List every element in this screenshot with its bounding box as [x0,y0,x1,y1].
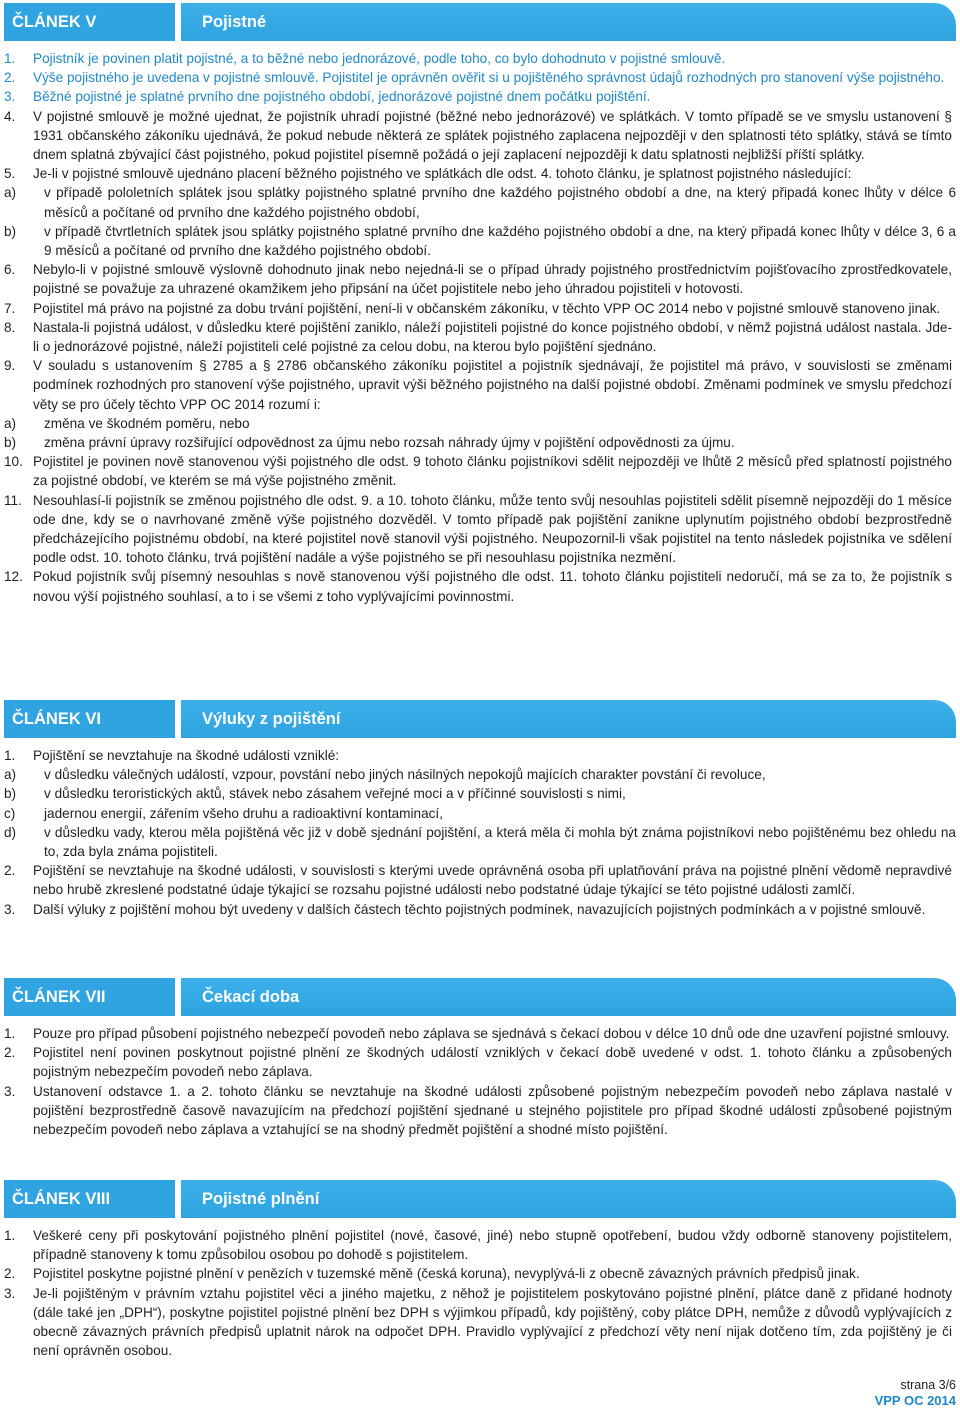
sub-item-text: změna právní úpravy rozšiřující odpovědnost za újmu nebo rozsah náhrady újmy v pojištění odpovědnosti za újmu. [44,435,735,451]
paragraph-text: Pojištění se nevztahuje na škodné události, v souvislosti s kterými uvede oprávněná osoba při uplatňování práva na pojistné plnění vědomě nepravdivé nebo hrubě zkreslené podstatné údaje týkající se rozsahu pojistné události nebo podstatné údaje týkající se této pojistné události zamlčí. [33,863,952,898]
paragraph-item [4,1226,956,1264]
sub-item-letter: b) [4,435,17,451]
paragraph-item [4,49,956,68]
paragraph-list [4,746,956,919]
paragraph-item [4,1024,956,1043]
article-header [4,3,956,41]
paragraph-item [4,1264,956,1283]
sub-item [4,765,956,784]
paragraph-item [4,746,956,861]
paragraph-list [4,1024,956,1139]
sub-item-letter: c) [4,805,16,821]
paragraph-item [4,452,956,490]
paragraph-item [4,164,956,260]
article-section [4,978,956,1139]
paragraph-item [4,567,956,605]
paragraph-text: Ustanovení odstavce 1. a 2. tohoto článku se nevztahuje na škodné události způsobené pojistným nebezpečím povodeň nebo záplava nastalé v pojištění bezprostředně časově navazujícím na předchozí pojištění sjednané u stejného pojistitele pro případ škodné události způsobené pojistným nebezpečím povodeň nebo záplava a vztahující se na shodný předmět pojištění a shodné místo pojištění. [33,1083,952,1138]
paragraph-list [4,49,956,606]
paragraph-number: 6. [4,262,16,278]
article-header [4,700,956,738]
paragraph-number: 1. [4,1026,16,1041]
sub-item-letter: b) [4,223,17,239]
paragraph-number: 2. [4,1045,16,1061]
paragraph-number: 1. [4,1228,16,1243]
paragraph-text: Nastala-li pojistná událost, v důsledku které pojištění zaniklo, náleží pojistiteli pojistné do konce pojistného období, v němž pojistná událost nastala. Jde-li o jednorázové pojistné, náleží pojistiteli celé pojistné za celou dobu, na kterou bylo pojištění sjednáno. [33,319,952,355]
paragraph-item [4,68,956,87]
sub-item-text: v důsledku vady, kterou měla pojištěná věc již v době sjednání pojištění, a která měla či mohla být známa pojistníkovi nebo pojištěnému bez ohledu na to, zda byla známa pojistiteli. [44,824,956,860]
sub-item-letter: a) [4,767,17,783]
paragraph-text: Nesouhlasí-li pojistník se změnou pojistného dle odst. 9. a 10. tohoto článku, může tento svůj nesouhlas pojistiteli sdělit písemně nejpozději do 1 měsíce ode dne, kdy se o navrhované změně výše pojistného dozvěděl. V tomto případě pak pojištění zanikne uplynutím pojistného období bezprostředně předcházejícího pojistnému období, na které pojistitel nově stanovil výši pojistného. Neupozornil-li však pojistitel na tento následek pojistníka ve sdělení podle odst. 10. tohoto článku, trvá pojištění nadále a výše pojistného se při nesouhlasu pojistníka nezmění. [33,492,952,566]
sub-item [4,183,956,221]
article-header [4,1180,956,1218]
sub-item [4,414,956,433]
sub-item [4,823,956,861]
paragraph-number: 12. [4,569,23,585]
paragraph-number: 9. [4,358,16,374]
paragraph-text: Běžné pojistné je splatné prvního dne pojistného období, jednorázové pojistné dnem počátku pojištění. [33,89,651,105]
article-title: Pojistné plnění [181,1180,956,1218]
paragraph-text: Další výluky z pojištění mohou být uvedeny v dalších částech těchto pojistných podmínek, navazujících pojistných podmínkách a v pojistné smlouvě. [33,901,926,917]
article-title: Výluky z pojištění [181,700,956,738]
paragraph-text: Pojistitel poskytne pojistné plnění v penězích v tuzemské měně (česká koruna), nevyplývá-li z obecně závazných právních předpisů jinak. [33,1266,860,1282]
page-footer [875,1378,956,1408]
sub-item-text: změna ve škodném poměru, nebo [44,415,250,431]
sub-item-text: v případě pololetních splátek jsou splátky pojistného splatné prvního dne každého pojistného období a dne, na který připadá konec lhůty v délce 6 měsíců a počítané od prvního dne každého pojistného období, [44,185,956,220]
paragraph-number: 1. [4,51,16,66]
paragraph-item [4,87,956,106]
paragraph-item [4,356,956,452]
paragraph-text: Je-li pojištěným v právním vztahu pojistitel věci a jiného majetku, z něhož je pojistitelem poskytováno pojistné plnění, plátce daně z přidané hodnoty (dále také jen „DPH“), poskytne pojistitel pojistné plnění bez DPH s výjimkou případů, kdy pojištěný, coby plátce DPH, nemůže z důvodů vyplývajících z obecně závazných právních předpisů uplatnit nárok na odpočet DPH. Pravidlo vyplývající z předchozí věty není nijak dotčeno tím, zda pojištěný je či není oprávněn osobou. [33,1285,952,1359]
article-title: Čekací doba [181,978,956,1016]
paragraph-text: Pojistitel má právo na pojistné za dobu trvání pojištění, není-li v občanském zákoníku, v těchto VPP OC 2014 nebo v pojistné smlouvě stanoveno jinak. [33,300,941,316]
paragraph-number: 2. [4,1266,16,1282]
sub-item [4,222,956,260]
article-number: ČLÁNEK VIII [4,1180,175,1218]
article-number: ČLÁNEK VI [4,700,175,738]
paragraph-number: 4. [4,108,16,124]
paragraph-item [4,1284,956,1361]
paragraph-item [4,900,956,919]
document-name: VPP OC 2014 [874,1393,956,1408]
article-title: Pojistné [181,3,956,41]
paragraph-item [4,107,956,165]
sub-item-letter: a) [4,415,17,431]
paragraph-number: 8. [4,319,16,335]
article-number: ČLÁNEK VII [4,978,175,1016]
paragraph-number: 3. [4,89,16,105]
paragraph-text: Veškeré ceny při poskytování pojistného plnění pojistitel (nové, časové, jiné) nebo stupně opotřebení, budou vždy odborně stanoveny pojistitelem, případně stanoveny k tomu způsobilou osobou po dohodě s pojistitelem. [33,1228,952,1263]
paragraph-text: V pojistné smlouvě je možné ujednat, že pojistník uhradí pojistné (běžné nebo jednorázové) ve splátkách. V tomto případě se ve smyslu ustanovení § 1931 občanského zákoníku ujednává, že pokud nebude některá ze splátek pojistného zaplacena nejpozději v den splatnosti této splátky, stává se tímto dnem splatná zbývající část pojistného, pokud pojistitel písemně požádá o její zaplacení nejpozději k datu splatnosti nejbližší příští splátky. [33,108,952,163]
paragraph-number: 3. [4,1083,16,1099]
sub-item-text: v případě čtvrtletních splátek jsou splátky pojistného splatné prvního dne každého pojistného období a dne, na který připadá konec lhůty v délce 3, 6 a 9 měsíců a počítané od prvního dne každého pojistného období. [44,223,956,259]
sub-item-text: v důsledku válečných událostí, vzpour, povstání nebo jiných násilných nepokojů majících charakter povstání či revoluce, [44,767,766,783]
paragraph-number: 3. [4,1285,16,1301]
article-header [4,978,956,1016]
paragraph-text: Pojistitel je povinen nově stanovenou výši pojistného dle odst. 9 tohoto článku pojistníkovi sdělit nejpozději ve lhůtě 2 měsíců před splatností pojistného za pojistné období, ve kterém se má výše pojistného změnit. [33,454,952,489]
paragraph-item [4,491,956,568]
paragraph-text: Pojištění se nevztahuje na škodné události vzniklé: [33,748,340,763]
article-section [4,1180,956,1360]
sub-item [4,433,956,452]
paragraph-text: Pokud pojistník svůj písemný nesouhlas s nově stanovenou výší pojistného dle odst. 11. tohoto článku pojistiteli nedoručí, má se za to, že pojistník s novou výší pojistného souhlasí, a to i se všemi z toho vyplývajícími povinnostmi. [33,569,952,604]
paragraph-number: 11. [4,492,22,508]
sub-item-text: v důsledku teroristických aktů, stávek nebo zásahem veřejné moci a v příčinné souvislosti s nimi, [44,786,626,802]
paragraph-number: 2. [4,863,16,879]
paragraph-number: 3. [4,901,16,917]
paragraph-item [4,299,956,318]
paragraph-text: Pojistitel není povinen poskytnout pojistné plnění ze škodných událostí vzniklých v čekací době uvedené v odst. 1. tohoto článku a způsobených pojistným nebezpečím povodeň nebo záplava. [33,1045,952,1080]
sub-item [4,804,956,823]
paragraph-item [4,1043,956,1081]
sub-item-text: jadernou energií, zářením všeho druhu a radioaktivní kontaminací, [44,805,443,821]
sub-item [4,784,956,803]
sub-item-letter: d) [4,824,17,840]
paragraph-item [4,318,956,356]
paragraph-item [4,260,956,298]
article-number: ČLÁNEK V [4,3,175,41]
page-number: strana 3/6 [900,1378,956,1392]
paragraph-item [4,1082,956,1140]
paragraph-text: Pojistník je povinen platit pojistné, a to běžné nebo jednorázové, podle toho, co bylo dohodnuto v pojistné smlouvě. [33,51,726,66]
paragraph-number: 1. [4,748,16,763]
paragraph-number: 2. [4,70,16,86]
paragraph-text: Nebylo-li v pojistné smlouvě výslovně dohodnuto jinak nebo nejedná-li se o případ úhrady pojistného prostřednictvím pojišťovacího zprostředkovatele, pojistné se považuje za uhrazené okamžikem jeho připsání na účet pojistitele nebo jeho úhradou pojistiteli v hotovosti. [33,262,952,297]
sub-item-letter: b) [4,786,17,802]
paragraph-text: Je-li v pojistné smlouvě ujednáno placení běžného pojistného ve splátkách dle odst. 4. tohoto článku, je splatnost pojistného následující: [33,166,852,182]
paragraph-item [4,861,956,899]
paragraph-text: Pouze pro případ působení pojistného nebezpečí povodeň nebo záplava se sjednává s čekací dobou v délce 10 dnů ode dne uzavření pojistné smlouvy. [33,1026,950,1041]
paragraph-number: 10. [4,454,23,470]
article-section [4,700,956,919]
paragraph-text: V souladu s ustanovením § 2785 a § 2786 občanského zákoníku pojistitel a pojistník sjednávají, že pojistitel má právo, v souvislosti se změnami podmínek rozhodných pro stanovení výše pojistného, upravit výši běžného pojistného na další pojistné období. Změnami podmínek ve smyslu předchozí věty se pro účely těchto VPP OC 2014 rozumí i: [33,358,952,412]
article-section [4,3,956,606]
paragraph-number: 5. [4,166,16,182]
paragraph-number: 7. [4,300,16,316]
paragraph-list [4,1226,956,1360]
paragraph-text: Výše pojistného je uvedena v pojistné smlouvě. Pojistitel je oprávněn ověřit si u pojištěného správnost údajů rozhodných pro stanovení výše pojistného. [33,70,945,86]
sub-item-letter: a) [4,185,17,201]
